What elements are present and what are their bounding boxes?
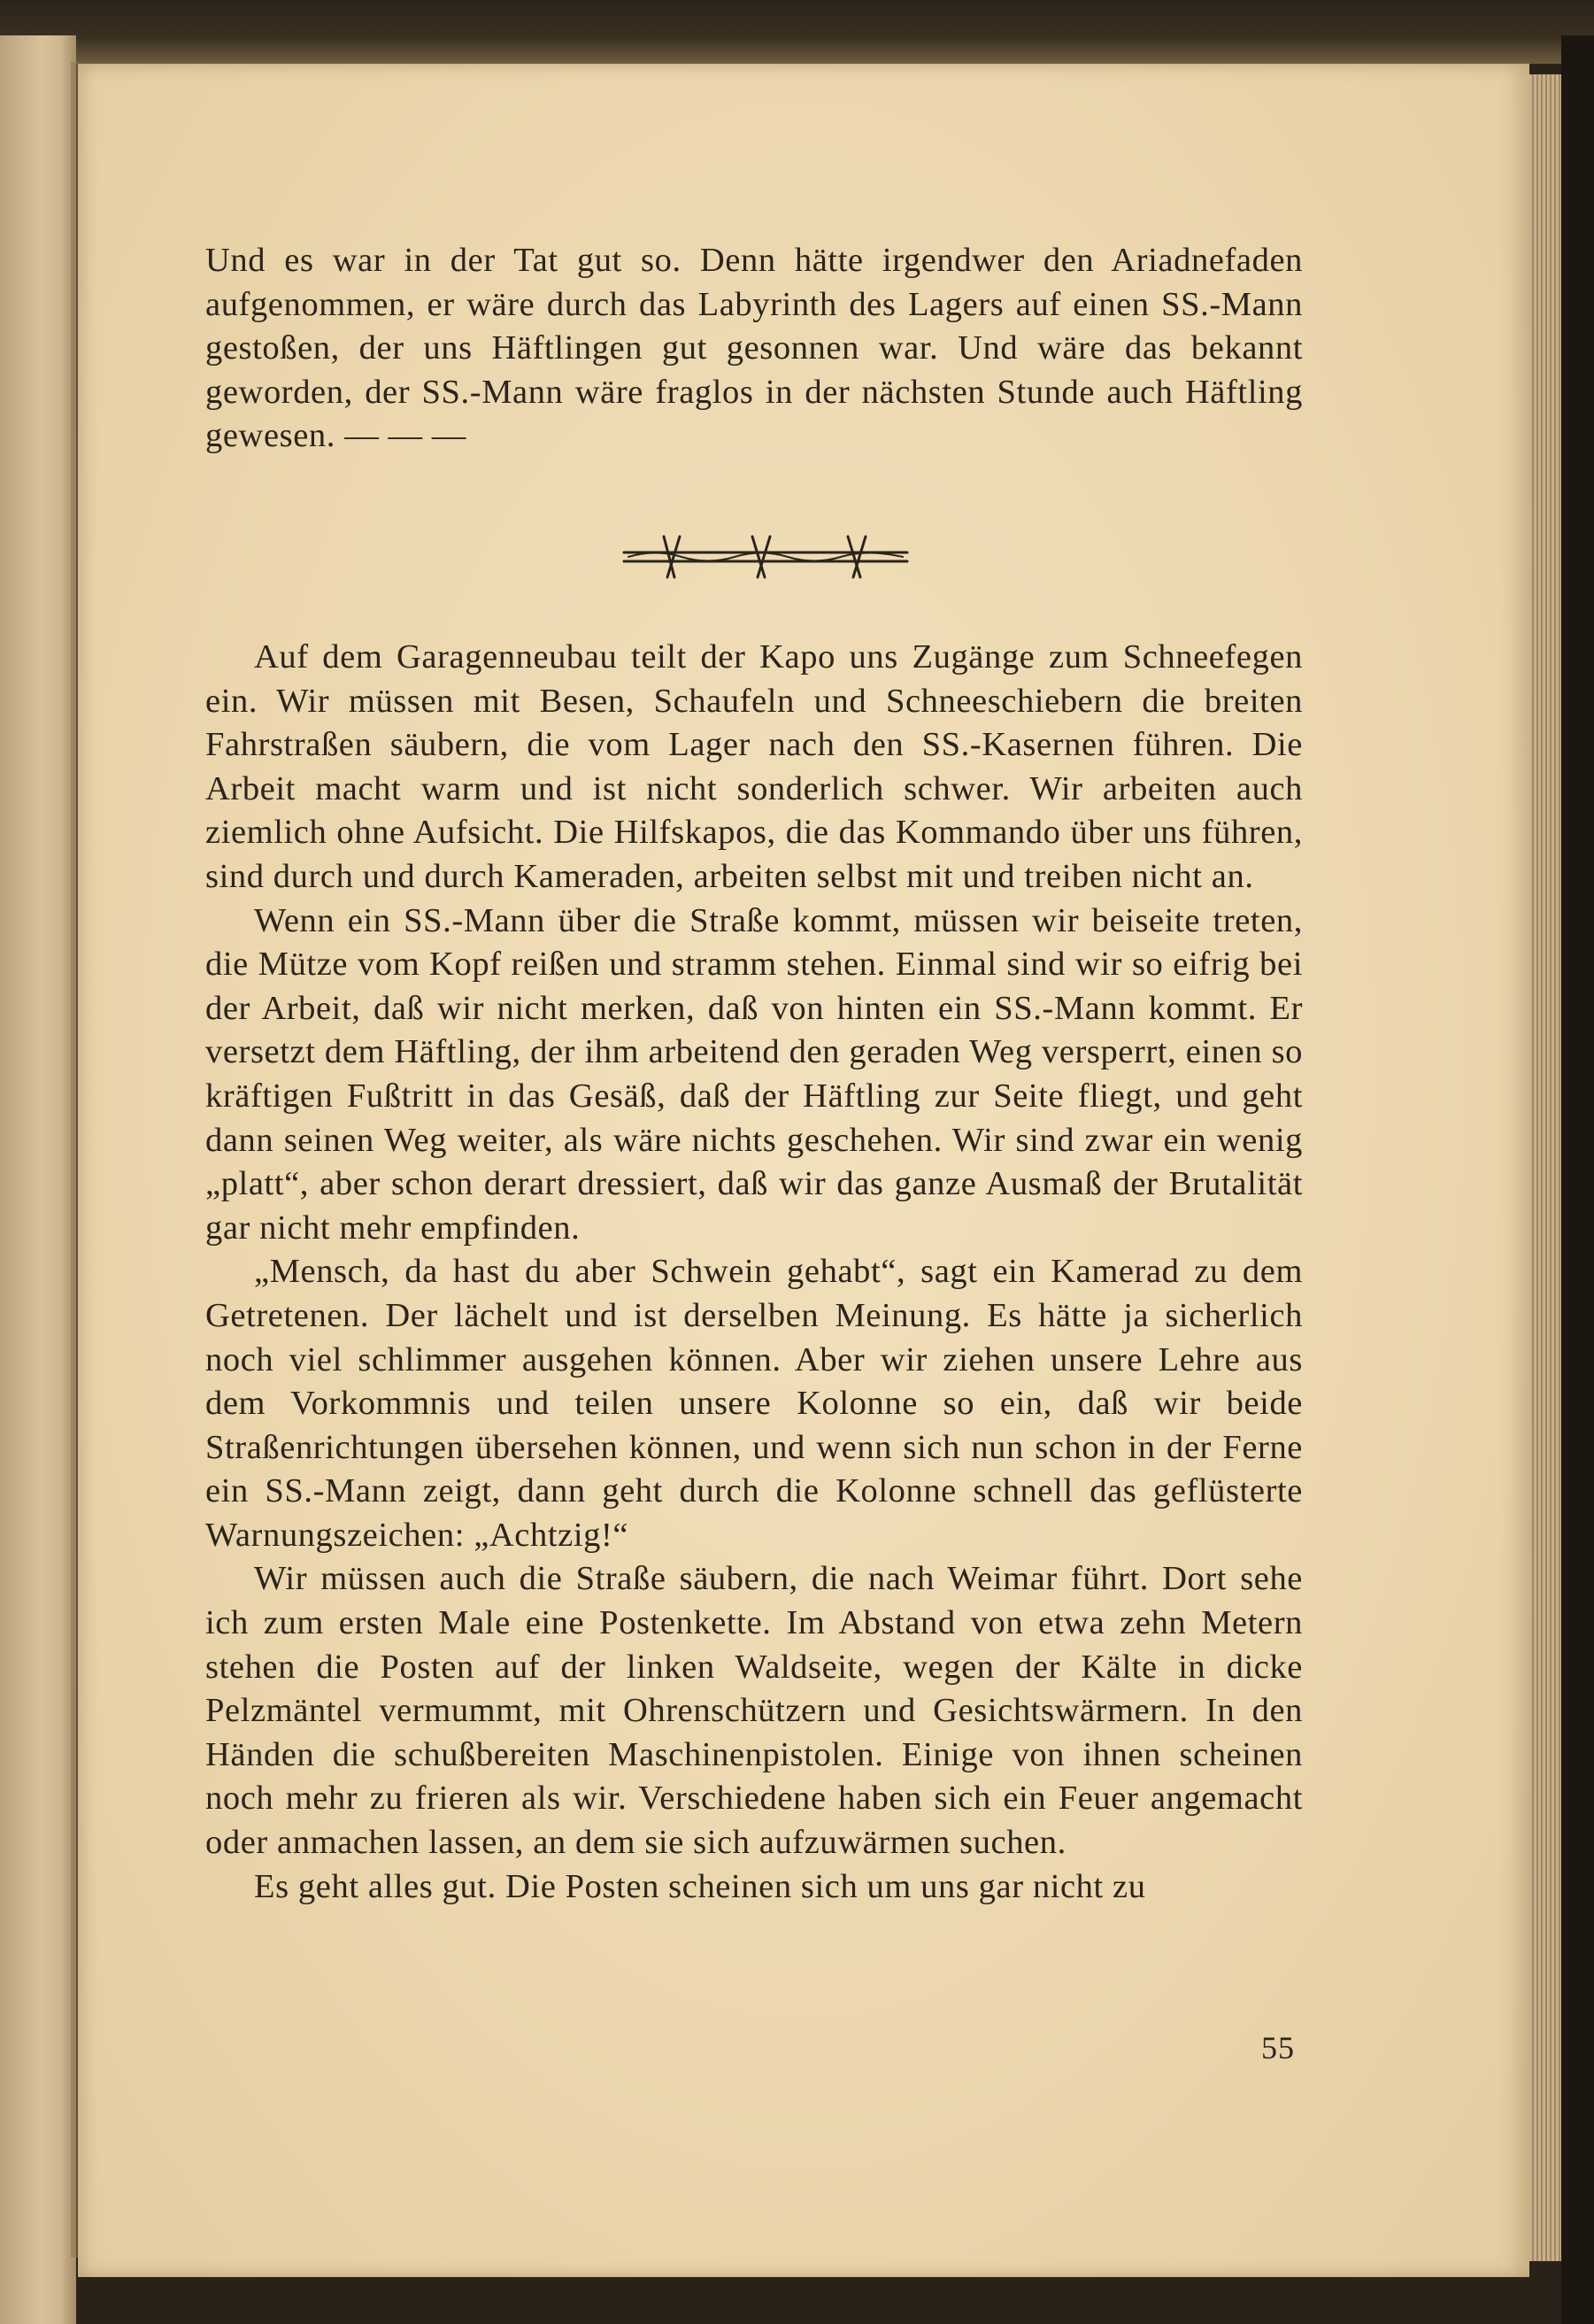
barbed-wire-ornament-icon	[620, 529, 912, 584]
paragraph: Auf dem Garagenneubau teilt der Kapo uns Zugänge zum Schneefegen ein. Wir müssen mit Besen, Schaufeln und Schneeschiebern die breiten Fahrstraßen säubern, die vom Lager nach den SS.-Kasernen führen. Die Arbeit macht warm und ist nicht sonderlich schwer. Wir arbeiten auch ziemlich ohne Aufsicht. Die Hilfskapos, die das Kommando über uns führen, sind durch und durch Kameraden, arbeiten selbst mit und treiben nicht an.	[205, 638, 1303, 895]
book-cover-right	[1561, 35, 1594, 2324]
page-number: 55	[1261, 2030, 1295, 2065]
paragraph: Wir müssen auch die Straße säubern, die nach Weimar führt. Dort sehe ich zum ersten Male eine Postenkette. Im Abstand von etwa zehn Metern stehen die Posten auf der linken Waldseite, wegen der Kälte in dicke Pelzmäntel vermummt, mit Ohrenschützern und Gesichtswärmern. In den Händen die schußbereiten Maschinenpistolen. Einige von ihnen scheinen noch mehr zu frieren als wir. Verschiedene haben sich ein Feuer angemacht oder anmachen lassen, an dem sie sich aufzuwärmen suchen.	[205, 1560, 1303, 1862]
paragraph: Es geht alles gut. Die Posten scheinen sich um uns gar nicht zu	[254, 1867, 1146, 1905]
paragraph: Wenn ein SS.-Mann über die Straße kommt, müssen wir beiseite treten, die Mütze vom Kopf reißen und stramm stehen. Einmal sind wir so eifrig bei der Arbeit, daß wir nicht merken, daß von hinten ein SS.-Mann kommt. Er versetzt dem Häftling, der ihm arbeitend den geraden Weg versperrt, einen so kräftigen Fußtritt in das Gesäß, daß der Häftling zur Seite fliegt, und geht dann seinen Weg weiter, als wäre nichts geschehen. Wir sind zwar ein wenig „platt“, aber schon derart dressiert, daß wir das ganze Ausmaß der Brutalität gar nicht mehr empfinden.	[205, 901, 1303, 1247]
page-stack-edge	[1529, 74, 1561, 2261]
adjacent-page-edge	[0, 35, 76, 2324]
section-2-text	[205, 636, 1303, 1909]
paragraph: Und es war in der Tat gut so. Denn hätte irgendwer den Ariadnefaden aufgenommen, er wäre durch das Labyrinth des Lagers auf einen SS.-Mann gestoßen, der uns Häftlingen gut gesonnen war. Und wäre das bekannt geworden, der SS.-Mann wäre fraglos in der nächsten Stunde auch Häftling gewesen. — — —	[205, 242, 1303, 455]
book-cover-top	[0, 0, 1594, 64]
section-1-text	[205, 239, 1303, 459]
paragraph: „Mensch, da hast du aber Schwein gehabt“, sagt ein Kamerad zu dem Getretenen. Der lächelt und ist derselben Meinung. Es hätte ja sicherlich noch viel schlimmer ausgehen können. Aber wir ziehen unsere Lehre aus dem Vorkommnis und teilen unsere Kolonne so ein, daß wir beide Straßenrichtungen übersehen können, und wenn sich nun schon in der Ferne ein SS.-Mann zeigt, dann geht durch die Kolonne schnell das geflüsterte Warnungszeichen: „Achtzig!“	[205, 1253, 1303, 1554]
book-gutter-shadow	[71, 62, 78, 2258]
